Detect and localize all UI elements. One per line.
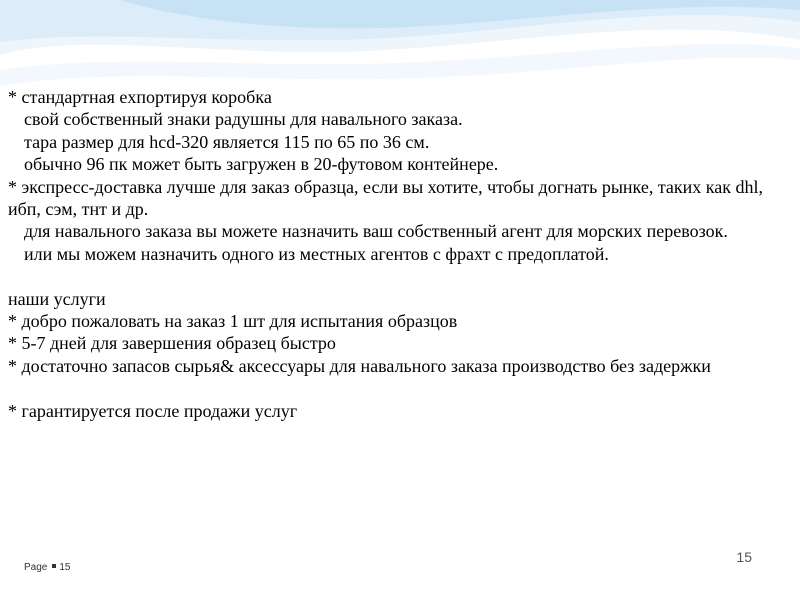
text-line: * добро пожаловать на заказ 1 шт для испытания образцов	[8, 311, 458, 332]
blank-line	[8, 377, 792, 399]
text-line: наши услуги	[8, 288, 106, 309]
page-footer	[24, 562, 70, 573]
text-line: обычно 96 пк может быть загружен в 20-футовом контейнере.	[24, 154, 499, 175]
blank-line	[8, 265, 792, 287]
text-line: тара размер для hcd-320 является 115 по 65 по 36 см.	[24, 131, 430, 152]
page-value: 15	[59, 562, 71, 573]
text-line: * гарантируется после продажи услуг	[8, 400, 298, 421]
text-line: * 5-7 дней для завершения образец быстро	[8, 333, 336, 354]
text-line: * экспресс-доставка лучше для заказ образца, если вы хотите, чтобы догнать рынке, таких как dhl, ибп, сэм, тнт и др.	[8, 176, 763, 220]
text-line: для навального заказа вы можете назначить ваш собственный агент для морских перевозок.	[24, 221, 728, 242]
page-label: Page	[24, 562, 48, 573]
text-line: или мы можем назначить одного из местных агентов с фрахт с предоплатой.	[24, 243, 609, 264]
text-line: свой собственный знаки радушны для навального заказа.	[24, 109, 463, 130]
text-line: * достаточно запасов сырья& аксессуары для навального заказа производство без задержки	[8, 355, 711, 376]
slide-number: 15	[736, 549, 752, 565]
text-line: * стандартная exпортируя коробка	[8, 87, 272, 107]
body-text	[8, 86, 792, 422]
bullet-icon	[52, 564, 56, 568]
